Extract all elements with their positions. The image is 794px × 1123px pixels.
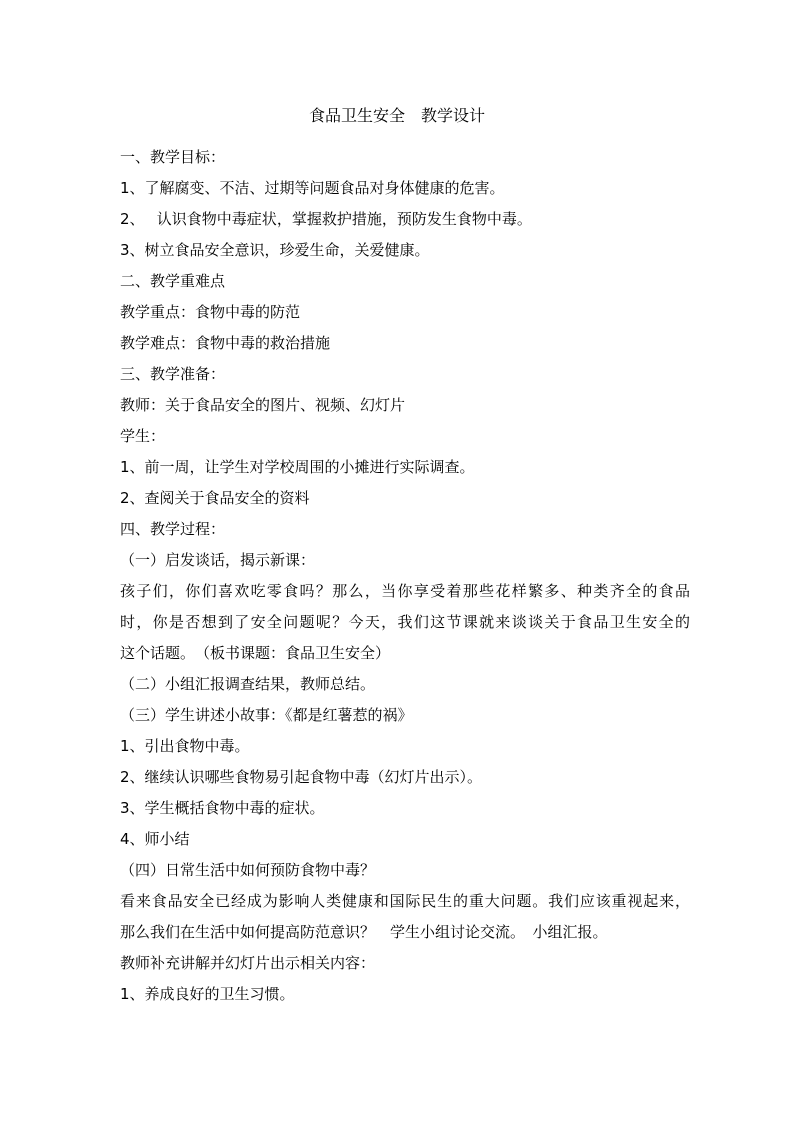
process-step-1-heading: （一）启发谈话，揭示新课：	[120, 551, 316, 569]
section-heading-key-points: 二、教学重难点	[120, 272, 226, 290]
section-heading-preparation: 三、教学准备：	[120, 365, 226, 383]
teacher-supplement: 教师补充讲解并幻灯片出示相关内容：	[120, 954, 376, 972]
prevention-paragraph-line: 看来食品安全已经成为影响人类健康和国际民生的重大问题。我们应该重视起来，	[120, 892, 690, 910]
teacher-preparation: 教师：关于食品安全的图片、视频、幻灯片	[120, 396, 406, 414]
document-title: 食品卫生安全 教学设计	[308, 106, 485, 125]
prevention-item-1: 1、养成良好的卫生习惯。	[120, 985, 295, 1003]
process-step-4-heading: （四）日常生活中如何预防食物中毒？	[120, 861, 376, 879]
section-heading-objectives: 一、教学目标：	[120, 148, 226, 166]
step-3-item-2: 2、继续认识哪些食物易引起食物中毒（幻灯片出示）。	[120, 768, 483, 786]
key-point: 教学重点：食物中毒的防范	[120, 303, 301, 321]
objective-2: 2、 认识食物中毒症状，掌握救护措施，预防发生食物中毒。	[120, 210, 532, 228]
intro-paragraph-line: 时，你是否想到了安全问题呢？今天，我们这节课就来谈谈关于食品卫生安全的	[120, 613, 690, 631]
step-3-item-3: 3、学生概括食物中毒的症状。	[120, 799, 325, 817]
intro-paragraph-line: 孩子们，你们喜欢吃零食吗？那么，当你享受着那些花样繁多、种类齐全的食品	[120, 582, 690, 600]
step-3-item-4: 4、师小结	[120, 830, 190, 848]
section-heading-process: 四、教学过程：	[120, 520, 226, 538]
student-preparation-label: 学生：	[120, 427, 166, 445]
document-body	[120, 142, 690, 1010]
difficult-point: 教学难点：食物中毒的救治措施	[120, 334, 331, 352]
step-3-item-1: 1、引出食物中毒。	[120, 737, 250, 755]
objective-1: 1、了解腐变、不洁、过期等问题食品对身体健康的危害。	[120, 179, 505, 197]
intro-paragraph-line: 这个话题。 （板书课题：食品卫生安全）	[120, 644, 391, 662]
objective-3: 3、树立食品安全意识，珍爱生命，关爱健康。	[120, 241, 430, 259]
prevention-paragraph-line: 那么我们在生活中如何提高防范意识？ 学生小组讨论交流。 小组汇报。	[120, 923, 608, 941]
student-preparation-2: 2、查阅关于食品安全的资料	[120, 489, 310, 507]
process-step-2-heading: （二）小组汇报调查结果，教师总结。	[120, 675, 376, 693]
student-preparation-1: 1、前一周，让学生对学校周围的小摊进行实际调查。	[120, 458, 475, 476]
process-step-3-heading: （三）学生讲述小故事：《都是红薯惹的祸》	[120, 706, 413, 724]
prevention-paragraph	[120, 886, 690, 948]
intro-paragraph	[120, 576, 690, 669]
